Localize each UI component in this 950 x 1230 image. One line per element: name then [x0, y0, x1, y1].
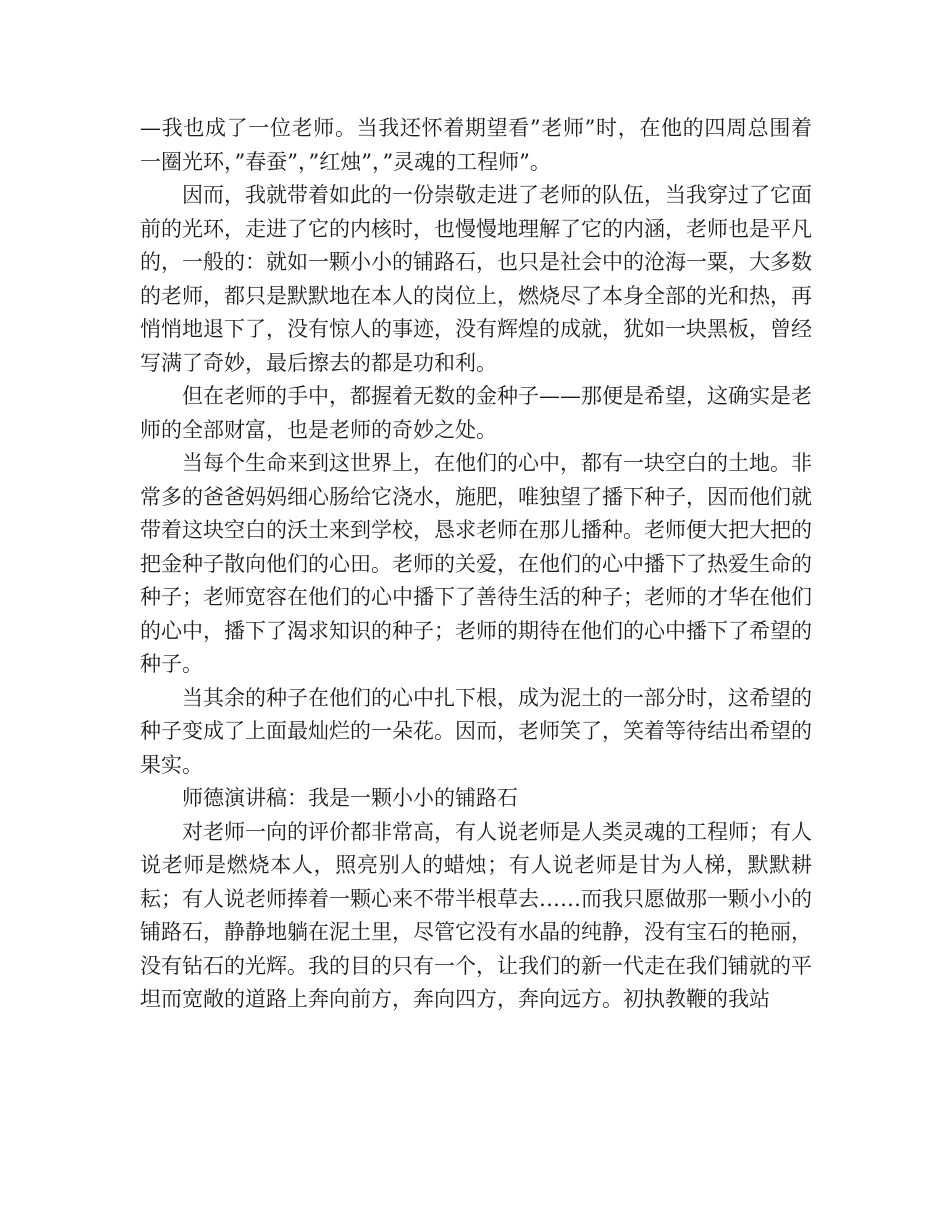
section-heading: 师德演讲稿：我是一颗小小的铺路石 — [182, 786, 518, 810]
paragraph-7: 对老师一向的评价都非常高，有人说老师是人类灵魂的工程师；有人说老师是燃烧本人，照亮别人的蜡烛；有人说老师是甘为人梯，默默耕耘；有人说老师捧着一颗心来不带半根草去……而我只愿做那一颗小小的铺路石，静静地躺在泥土里，尽管它没有水晶的纯静，没有宝石的艳丽，没有钻石的光辉。我的目的只有一个，让我们的新一代走在我们铺就的平坦而宽敞的道路上奔向前方，奔向四方，奔向远方。初执教鞭的我站 — [140, 819, 812, 1011]
paragraph-4: 当每个生命来到这世界上，在他们的心中，都有一块空白的土地。非常多的爸爸妈妈细心肠给它浇水，施肥，唯独望了播下种子，因而他们就带着这块空白的沃土来到学校，恳求老师在那儿播种。老师便大把大把的把金种子散向他们的心田。老师的关爱，在他们的心中播下了热爱生命的种子；老师宽容在他们的心中播下了善待生活的种子；老师的才华在他们的心中，播下了渴求知识的种子；老师的期待在他们的心中播下了希望的种子。 — [140, 451, 812, 676]
paragraph-2: 因而，我就带着如此的一份崇敬走进了老师的队伍，当我穿过了它面前的光环，走进了它的内核时，也慢慢地理解了它的内涵，老师也是平凡的，一般的：就如一颗小小的铺路石，也只是社会中的沧海一粟，大多数的老师，都只是默默地在本人的岗位上，燃烧尽了本身全部的光和热，再悄悄地退下了，没有惊人的事迹，没有辉煌的成就，犹如一块黑板，曾经写满了奇妙，最后擦去的都是功和利。 — [140, 183, 812, 375]
paragraph-1: —我也成了一位老师。当我还怀着期望看”老师”时，在他的四周总围着一圈光环，”春蚕”，”红烛”，”灵魂的工程师”。 — [140, 116, 812, 174]
document-body — [140, 112, 812, 1017]
paragraph-3: 但在老师的手中，都握着无数的金种子——那便是希望，这确实是老师的全部财富，也是老师的奇妙之处。 — [140, 384, 812, 442]
paragraph-5: 当其余的种子在他们的心中扎下根，成为泥土的一部分时，这希望的种子变成了上面最灿烂的一朵花。因而，老师笑了，笑着等待结出希望的果实。 — [140, 685, 812, 777]
